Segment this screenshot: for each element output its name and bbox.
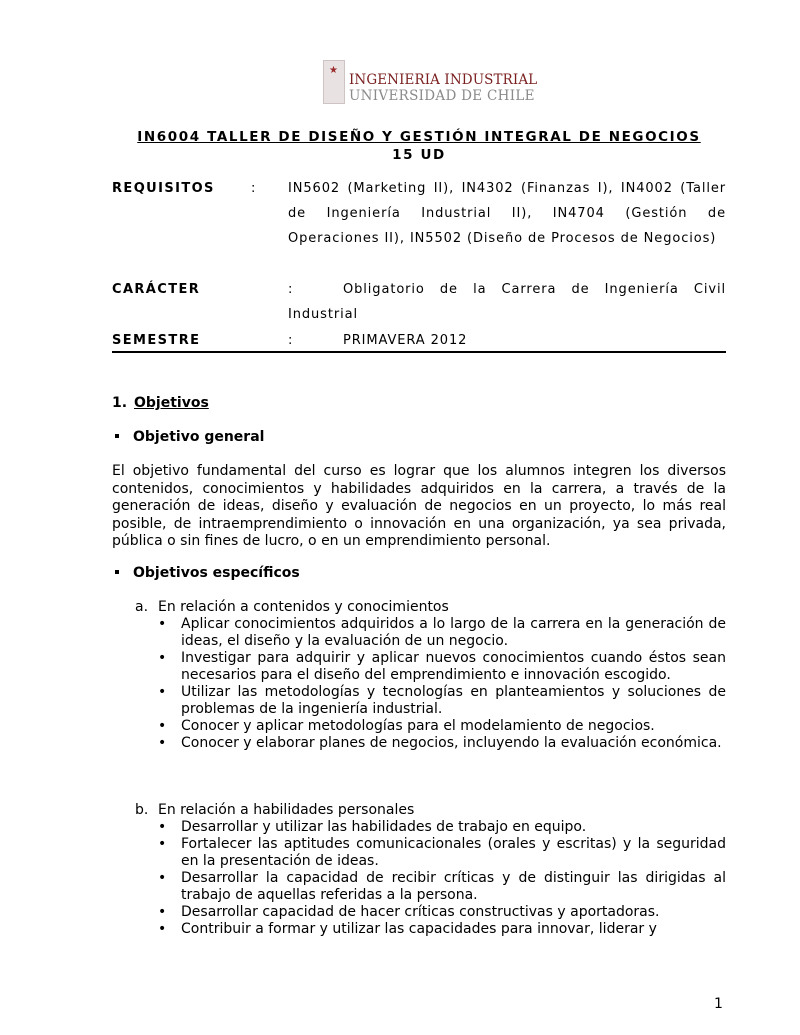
list-item: • Conocer y elaborar planes de negocios, incluyendo la evaluación económica. bbox=[158, 735, 722, 751]
bullet-icon: • bbox=[158, 650, 167, 666]
list-item: • Conocer y aplicar metodologías para el modelamiento de negocios. bbox=[158, 718, 655, 734]
group-b-letter: b. bbox=[135, 802, 149, 818]
section-title: Objetivos bbox=[134, 395, 209, 411]
bullet-icon: • bbox=[158, 819, 167, 835]
requisitos-label: REQUISITOS bbox=[112, 181, 215, 196]
square-bullet-icon bbox=[115, 570, 119, 574]
page-number: 1 bbox=[714, 996, 723, 1012]
shield-icon: ★ bbox=[323, 60, 345, 104]
list-item: • Fortalecer las aptitudes comunicacionales (orales y escritas) y la seguridad en la presentación de ideas. bbox=[158, 836, 726, 869]
group-a-title: En relación a contenidos y conocimientos bbox=[158, 599, 449, 615]
bullet-icon: • bbox=[158, 921, 167, 937]
requisitos-colon: : bbox=[251, 181, 256, 196]
course-title: IN6004 TALLER DE DISEÑO Y GESTIÓN INTEGRAL DE NEGOCIOS bbox=[137, 129, 701, 145]
section-number: 1. bbox=[112, 395, 128, 411]
list-item: • Desarrollar la capacidad de recibir críticas y de distinguir las dirigidas al trabajo de aquellas referidas a la persona. bbox=[158, 870, 726, 903]
caracter-value: Obligatorio de la Carrera de Ingeniería Civil Industrial bbox=[288, 282, 726, 322]
bullet-icon: • bbox=[158, 616, 167, 632]
section-heading bbox=[112, 395, 209, 411]
bullet-icon: • bbox=[158, 735, 167, 751]
group-b-heading bbox=[135, 802, 414, 818]
general-objective-heading: Objetivo general bbox=[112, 429, 264, 445]
bullet-icon: • bbox=[158, 718, 167, 734]
list-item: • Investigar para adquirir y aplicar nuevos conocimientos cuando éstos sean necesarios para el diseño del emprendimiento e innovación escogido. bbox=[158, 650, 726, 683]
bullet-icon: • bbox=[158, 870, 167, 886]
semestre-label: SEMESTRE bbox=[112, 333, 201, 348]
specific-objectives-heading: Objetivos específicos bbox=[112, 565, 300, 581]
bullet-icon: • bbox=[158, 904, 167, 920]
list-item: • Utilizar las metodologías y tecnologías en planteamientos y soluciones de problemas de la ingeniería industrial. bbox=[158, 684, 726, 717]
group-a-heading bbox=[135, 599, 449, 615]
list-item: • Aplicar conocimientos adquiridos a lo largo de la carrera en la generación de ideas, el diseño y la evaluación de un negocio. bbox=[158, 616, 726, 649]
logo-line-2: UNIVERSIDAD DE CHILE bbox=[349, 88, 535, 104]
course-credits: 15 UD bbox=[392, 147, 446, 163]
university-logo bbox=[323, 56, 538, 108]
general-objective-text: El objetivo fundamental del curso es lograr que los alumnos integren los diversos contenidos, conocimientos y habilidades adquiridos en la carrera, a través de la generación de ideas, diseño y evaluación de negocios en un proyecto, lo más real posible, de intraemprendimiento o innovación en una organización, ya sea privada, pública o sin fines de lucro, o en un emprendimiento personal. bbox=[112, 463, 726, 549]
requisitos-value: IN5602 (Marketing II), IN4302 (Finanzas I), IN4002 (Taller de Ingeniería Industrial II), IN4704 (Gestión de Operaciones II), IN5502 (Diseño de Procesos de Negocios) bbox=[288, 181, 726, 246]
list-item: • Desarrollar capacidad de hacer críticas constructivas y aportadoras. bbox=[158, 904, 660, 920]
semestre-colon: : bbox=[288, 333, 293, 348]
caracter-label: CARÁCTER bbox=[112, 282, 201, 297]
bullet-icon: • bbox=[158, 836, 167, 852]
group-a-letter: a. bbox=[135, 599, 149, 615]
list-item: • Contribuir a formar y utilizar las capacidades para innovar, liderar y bbox=[158, 921, 657, 937]
group-a-list bbox=[158, 616, 726, 752]
header-divider bbox=[112, 351, 726, 353]
caracter-colon: : bbox=[288, 282, 293, 297]
bullet-icon: • bbox=[158, 684, 167, 700]
list-item: • Desarrollar y utilizar las habilidades de trabajo en equipo. bbox=[158, 819, 587, 835]
group-b-list bbox=[158, 819, 726, 938]
semestre-value: PRIMAVERA 2012 bbox=[343, 333, 468, 348]
group-b-title: En relación a habilidades personales bbox=[158, 802, 415, 818]
logo-line-1: INGENIERIA INDUSTRIAL bbox=[349, 72, 538, 88]
square-bullet-icon bbox=[115, 434, 119, 438]
